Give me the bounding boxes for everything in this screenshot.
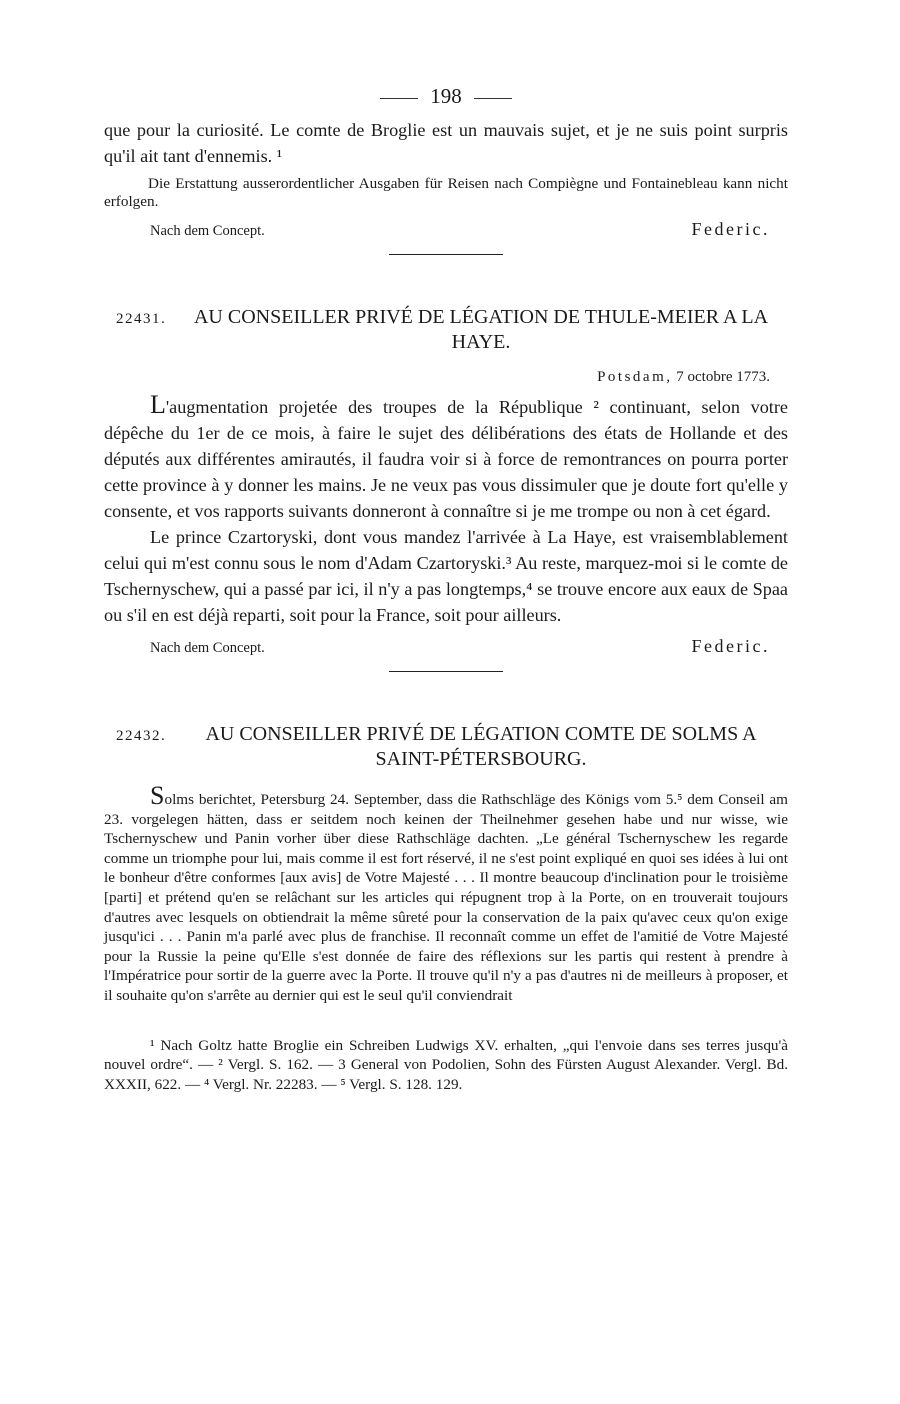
signature: Federic. <box>691 219 770 239</box>
letter1-concept-row <box>104 636 788 657</box>
letter-heading-22431 <box>104 305 788 355</box>
concept-note: Nach dem Concept. <box>150 223 265 239</box>
header-dash-right <box>474 98 512 99</box>
letter-number: 22431. <box>116 311 167 327</box>
concept-note: Nach dem Concept. <box>150 640 265 656</box>
separator-rule <box>389 671 503 672</box>
letter-title: AU CONSEILLER PRIVÉ DE LÉGATION DE THULE-MEIER A LA HAYE. <box>193 306 769 353</box>
letter-paragraph-1: L'augmentation projetée des troupes de la République ² continuant, selon votre dépêche du 1er de ce mois, à faire le sujet des délibérations des états de Hollande et des députés aux différentes amirautés, il faudra voir si à force de remontrances on pourra porter cette province à y donner les mains. Je ne veux pas vous dissimuler que je doute fort qu'elle y consente, et vos rapports suivants donneront à connaître si je me trompe ou non à cet égard. <box>104 390 788 521</box>
page-header <box>104 84 788 109</box>
drop-cap: S <box>150 781 165 810</box>
separator-rule <box>389 254 503 255</box>
letter-title: AU CONSEILLER PRIVÉ DE LÉGATION COMTE DE SOLMS A SAINT-PÉTERSBOURG. <box>205 723 757 770</box>
top-german-note: Die Erstattung ausserordentlicher Ausgaben für Reisen nach Compiègne und Fontainebleau kann nicht erfolgen. <box>104 175 788 210</box>
footnotes: ¹ Nach Goltz hatte Broglie ein Schreiben Ludwigs XV. erhalten, „qui l'envoie dans ses terres jusqu'à nouvel ordre“. — ² Vergl. S. 162. — 3 General von Podolien, Sohn des Fürsten August Alexander. Vergl. Bd. XXXII, 622. — ⁴ Vergl. Nr. 22283. — ⁵ Vergl. S. 128. 129. <box>104 1036 788 1093</box>
page-number: 198 <box>430 84 462 108</box>
header-dash-left <box>380 98 418 99</box>
document-page <box>104 84 788 1094</box>
drop-cap: L <box>150 390 166 419</box>
top-french-text: que pour la curiosité. Le comte de Broglie est un mauvais sujet, et je ne suis point surpris qu'il ait tant d'ennemis. ¹ <box>104 120 788 166</box>
letter-number: 22432. <box>116 728 167 744</box>
letter-paragraph-2: Le prince Czartoryski, dont vous mandez l'arrivée à La Haye, est vraisemblablement celui qui m'est connu sous le nom d'Adam Czartoryski.³ Au reste, marquez-moi si le comte de Tschernyschew, qui a passé par ici, il n'y a pas longtemps,⁴ se trouve encore aux eaux de Spaa ou s'il en est déjà reparti, soit pour la France, soit pour ailleurs. <box>104 527 788 625</box>
letter-heading-22432 <box>104 722 788 772</box>
letter-paragraph-summary: Solms berichtet, Petersburg 24. September, dass die Rathschläge des Königs vom 5.⁵ dem Conseil am 23. vorgelegen hätten, dass er seitdem noch keinen der Theilnehmer gesehen habe und nur wisse, wie Tschernyschew und Panin vorher über diese Rathschläge dachten. „Le général Tschernyschew les regarde comme un triomphe pour lui, mais comme il est fort réservé, il ne s'est point expliqué en quoi ses idées à lui ont le bonheur d'être conformes [aux avis] de Votre Majesté . . . Il montre beaucoup d'inclination pour le troisième [parti] et prétend qu'en se relâchant sur les articles qui répugnent trop à la Porte, on en trouverait toujours d'autres avec lesquels on obtiendrait la même sûreté pour la conservation de la paix qu'avec ceux qu'on exige jusqu'ici . . . Panin m'a parlé avec plus de franchise. Il reconnaît comme un effet de l'amitié de Votre Majesté pour la Russie la peine qu'Elle s'est donnée de faire des réflexions sur les partis qui restent à prendre à l'Impératrice pour sortir de la guerre avec la Porte. Il trouve qu'il n'y a pas d'autres ni de meilleurs à proposer, et il souhaite qu'on s'arrête au dernier qui est le seul qu'il conviendrait <box>104 781 788 1004</box>
dateline-date: 7 octobre 1773. <box>676 369 770 385</box>
signature: Federic. <box>691 636 770 656</box>
dateline <box>104 369 788 386</box>
dateline-place: Potsdam, <box>597 369 673 385</box>
top-concept-row <box>104 219 788 240</box>
